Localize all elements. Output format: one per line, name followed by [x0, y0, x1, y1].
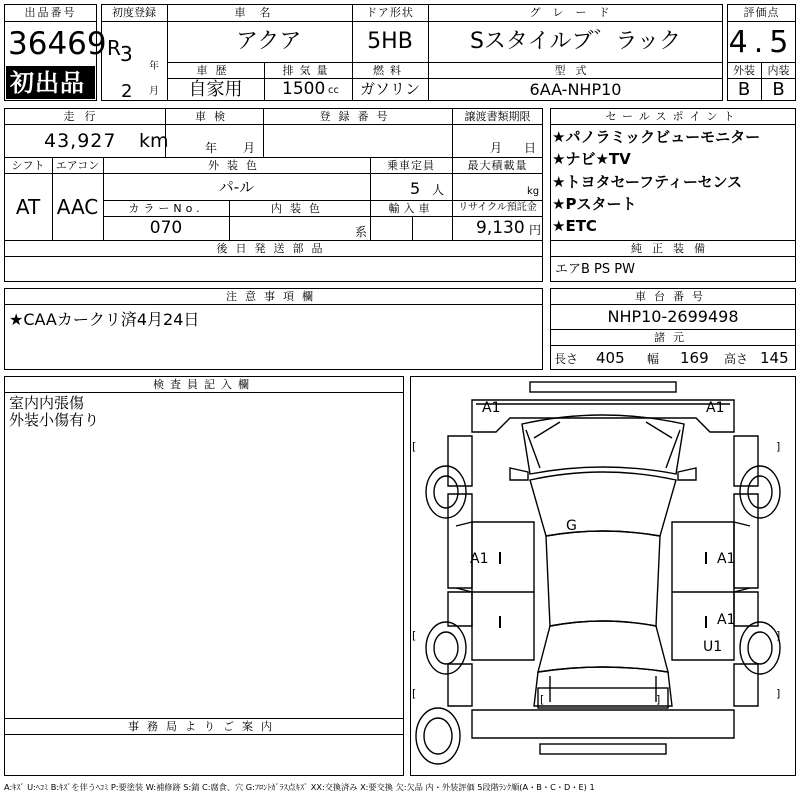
plate-label: 登録番号 [319, 110, 396, 123]
roof [546, 531, 660, 626]
left-doors [472, 522, 534, 660]
wheel-rear-left [426, 622, 466, 674]
height-label: 高さ [724, 352, 749, 366]
wheel-rear-right [740, 622, 780, 674]
bonnet [522, 415, 684, 474]
era: R [107, 36, 121, 60]
later-parts-label: 後日発送部品 [216, 242, 331, 255]
dimensions-label: 諸元 [654, 331, 692, 344]
bracket-mark: [ [412, 440, 417, 453]
chassis-label: 車台番号 [635, 290, 711, 303]
grade: Sスタイルブ゛ラック [469, 29, 682, 54]
seats-unit: 人 [432, 183, 445, 197]
damage-mark-right-rear-quarter: U1 [703, 639, 723, 655]
door-type: 5HB [367, 29, 413, 54]
notes-text: ★CAAカークリ済4月24日 [9, 310, 200, 329]
inspector-label: 検査員記入欄 [153, 378, 255, 391]
front-bumper-top [530, 382, 676, 392]
length-label: 長さ [554, 352, 579, 366]
displacement: 1500 [282, 79, 326, 99]
sales-point-item: ★パノラミックビューモニター [552, 128, 761, 146]
windshield [530, 472, 676, 536]
seats-label: 乗車定員 [387, 159, 435, 172]
lot-number-label: 出品番号 [24, 6, 77, 19]
first-registration-label: 初度登録 [112, 6, 156, 19]
sales-point-item: ★ナビ★TV [552, 150, 631, 168]
model-label: 型式 [554, 64, 597, 77]
model-code: 6AA-NHP10 [529, 80, 622, 99]
spare-wheel [416, 708, 460, 764]
fuel-label: 燃料 [373, 64, 407, 77]
rear-bumper [472, 710, 734, 738]
door-handles [500, 552, 706, 628]
interior-grade: B [772, 79, 785, 100]
bracket-mark: ] [776, 440, 781, 453]
seats: 5 [410, 179, 421, 198]
exterior-color: パ-ル [218, 178, 255, 196]
office-label: 事務局よりご案内 [128, 720, 280, 733]
chassis-number: NHP10-2699498 [607, 307, 739, 326]
score-label: 評価点 [743, 6, 780, 19]
length: 405 [596, 349, 625, 367]
mileage-unit: km [139, 130, 169, 152]
interior-label: 内装 [767, 64, 790, 77]
door-label: ドア形状 [366, 6, 414, 19]
inspector-box [4, 376, 404, 776]
displacement-unit: cc [328, 85, 339, 96]
air-conditioner: AAC [56, 195, 99, 219]
wheel-front-right [740, 466, 780, 518]
equipment-label: 純正装備 [631, 242, 715, 255]
car-name-label: 車名 [234, 6, 285, 19]
color-label: 外装色 [208, 159, 265, 172]
load-label: 最大積載量 [467, 159, 528, 172]
interior-color-unit: 系 [355, 225, 368, 239]
equipment-value: エアB PS PW [555, 262, 635, 277]
recycle-unit: 円 [529, 223, 542, 237]
bracket-mark: [ [540, 693, 545, 706]
grade-label: グレード [529, 6, 622, 19]
transfer-month-unit: 月 [490, 141, 503, 155]
damage-mark-right-rear-door: A1 [717, 612, 736, 628]
ac-label: エアコン [55, 159, 100, 172]
damage-mark-front-left: A1 [482, 400, 501, 416]
bracket-mark: ] [776, 687, 781, 700]
damage-mark-left-front-door: A1 [470, 551, 489, 567]
mileage-label: 走行 [63, 110, 106, 123]
history-label: 車歴 [196, 64, 235, 77]
bracket-mark: [ [412, 629, 417, 642]
shift-label: シフト [11, 159, 45, 172]
exterior-grade: B [737, 79, 751, 100]
front-bumper [472, 400, 734, 432]
first-time-badge: 初出品 [6, 66, 95, 99]
lot-number: 36469 [8, 26, 107, 62]
wheel-front-left [426, 466, 466, 518]
fuel: ガソリン [359, 80, 420, 98]
sales-point-item: ★トヨタセーフティーセンス [552, 173, 743, 191]
recycle-label: リサイクル預託金 [458, 202, 537, 213]
damage-mark-front-right: A1 [706, 400, 725, 416]
car-diagram [410, 376, 796, 776]
inspector-note: 外装小傷有り [9, 411, 100, 429]
legend: A:ｷｽﾞ U:ﾍｺﾐ B:ｷｽﾞを伴うﾍｺﾐ P:要塗装 W:補修跡 S:錆 C:腐食、穴 G:ﾌﾛﾝﾄｶﾞﾗｽ点ｷｽﾞ XX:交換済み X:要交換 欠:欠品 内・外装評価 5段階ﾗﾝｸ順(A・B・C・D・E) 1 [4, 782, 595, 792]
sales-point-item: ★ETC [552, 217, 597, 235]
height: 145 [760, 349, 789, 367]
year-unit: 年 [149, 61, 159, 72]
month-unit: 月 [149, 86, 159, 97]
damage-mark-bonnet: G [566, 518, 577, 534]
width-label: 幅 [647, 352, 660, 366]
transfer-day-unit: 日 [524, 141, 537, 155]
bracket-mark: [ [412, 687, 417, 700]
shift: AT [15, 195, 41, 219]
bracket-mark: ] [776, 629, 781, 642]
exterior-label: 外装 [733, 64, 755, 77]
overall-score: 4.5 [728, 25, 795, 60]
notes-label: 注意事項欄 [226, 290, 321, 303]
transfer-label: 譲渡書類期限 [464, 110, 531, 123]
sales-points-label: セールスポイント [605, 110, 741, 123]
first-registration-year: 3 [120, 42, 133, 66]
displacement-label: 排気量 [282, 64, 334, 77]
rear-bumper-strip [540, 744, 666, 754]
color-number-label: カラーNo. [128, 202, 204, 215]
width: 169 [680, 349, 709, 367]
inspection-year-unit: 年 [205, 141, 218, 155]
color-number: 070 [149, 218, 183, 238]
first-registration-month: 2 [121, 81, 133, 102]
recycle-fee: 9,130 [476, 218, 525, 238]
car-name: アクア [236, 29, 302, 54]
damage-mark-right-front-door: A1 [717, 551, 736, 567]
inspection-month-unit: 月 [243, 141, 256, 155]
inspector-note: 室内内張傷 [9, 394, 85, 412]
bracket-mark: ] [656, 693, 661, 706]
interior-color-label: 内装色 [271, 202, 328, 215]
load-unit: kg [527, 186, 540, 197]
import-label: 輸入車 [388, 202, 434, 215]
mileage: 43,927 [44, 130, 117, 152]
sales-point-item: ★Pスタート [552, 195, 637, 213]
inspection-label: 車検 [195, 110, 233, 123]
history: 自家用 [188, 79, 243, 100]
rear-window [538, 621, 668, 672]
trunk [534, 667, 672, 706]
